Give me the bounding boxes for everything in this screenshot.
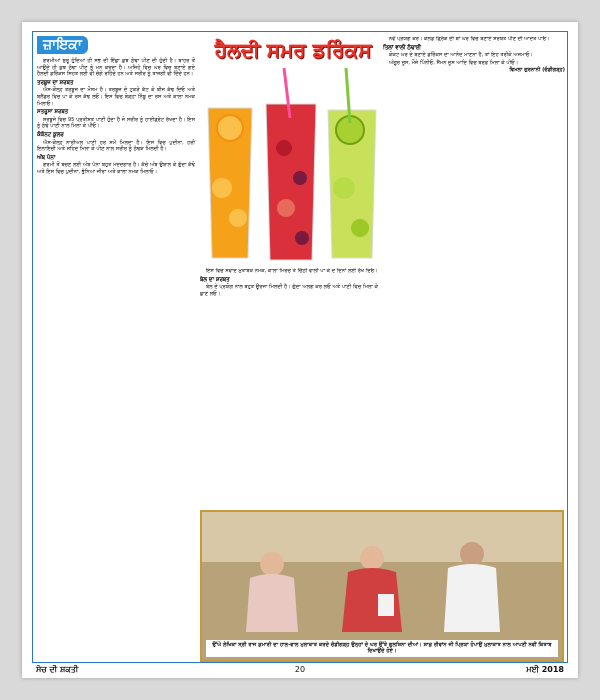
page-footer bbox=[34, 664, 566, 676]
subheading: ਕੋਕੋਨਟ ਕੂਲਰ bbox=[37, 131, 64, 138]
paragraph: ਐਸ-ਕੌਲ੍ਹ ਤਰਬੂਜ਼ ਦਾ ਮੌਸਮ ਹੈ। ਤਰਬੂਜ਼ ਦੇ ਟੁਕੜੇ ਕੱਟ ਕੇ ਬੀਜ ਕੱਢ ਦਿਓ ਅਤੇ ਬਲੈਂਡਰ ਵਿਚ ਪਾ ਕੇ ਰਸ ਕੱਢ ਲਓ। ਇਸ ਵਿਚ ਥੋੜ੍ਹਾ ਨਿੰਬੂ ਦਾ ਰਸ ਅਤੇ ਕਾਲਾ ਨਮਕ ਮਿਲਾਓ। bbox=[37, 87, 195, 107]
article-title: ਹੈਲਦੀ ਸਮਰ ਡਰਿੰਕਸ bbox=[214, 38, 372, 62]
issue-month: ਮਈ 2018 bbox=[526, 665, 564, 674]
drinks-photo bbox=[200, 68, 380, 264]
orange-juice-glass bbox=[208, 108, 252, 258]
paragraph: ਐਸ-ਕੌਲ੍ਹ ਨਾਰੀਅਲ ਪਾਣੀ ਹਰ ਸਮੇਂ ਮਿਲਦਾ ਹੈ। ਇਸ ਵਿਚ ਪੁਦੀਨਾ, ਹਰੀ ਇਲਾਇਚੀ ਅਤੇ ਸ਼ਹਿਦ ਮਿਲਾ ਕੇ ਪੀਣ ਨਾਲ ਸਰੀਰ ਨੂੰ ਠੰਢਕ ਮਿਲਦੀ ਹੈ। bbox=[37, 139, 195, 153]
paragraph: ਇਸ ਵਿਚ ਸਵਾਦ ਮੁਤਾਬਕ ਨਮਕ, ਕਾਲਾ ਮਿਰਚ ਤੇ ਚਿੱਠੀ ਵਾਲੀ ਪਾ ਕੇ ਦੋ ਦਿਨਾਂ ਲਈ ਰੱਖ ਦਿਓ। bbox=[206, 268, 378, 274]
photo-caption: ਉੱਘੇ ਲੇਖਿਕਾ ਸ੍ਰੀ ਰਾਜ ਕੁਮਾਰੀ ਦਾ ਹਾਲ-ਵਾਲ ਮੁਲਾਕਾਤ ਕਰਦੇ ਚੰਡੀਗੜ੍ਹ ਉਨ੍ਹਾਂ ਦੇ ਘਰ ਉੱਤੇ ਗੁਲਸ਼ਿਨਾ ਦੀਆਂ। ਸ਼ਾਕੁ ਰੀਵਾਂਨ ਜੀ ਪ੍ਰਿਯਾ ਹੋਪਾਉਂ ਮੁਲਾਕਾਤ ਨਾਲ ਆਪਣੀ ਨਵੀਂ ਕਿਤਾਬ ਦਿਖਾਉਂਦੇ ਹੋਏ। bbox=[206, 640, 558, 657]
subheading: ਸਤਰੂਸਾ ਸ਼ਰਬਤ bbox=[37, 109, 69, 116]
subheading: ਤਿਲਾਂ ਵਾਲੀ ਠੰਢਾਈ bbox=[383, 44, 421, 51]
magazine-name: ਸੋਚ ਦੀ ਸ਼ਕਤੀ bbox=[36, 665, 79, 674]
subheading: ਤਰਬੂਜ਼ ਦਾ ਸ਼ਰਬਤ bbox=[37, 79, 74, 86]
paragraph: ਬੇਲ ਦੇ ਪ੍ਰਯੋਗ ਨਾਲ ਬਹੁਤ ਊਰਜਾ ਮਿਲਦੀ ਹੈ। ਗੁੱਦਾ ਅਲਗ ਕਰ ਲਓ ਅਤੇ ਪਾਣੀ ਵਿਚ ਮਿਲਾ ਕੇ ਛਾਣ ਲਓ। bbox=[200, 284, 378, 297]
paragraph: ਨਵੇਂ ਪ੍ਰਯੋਗ ਕਰੋ। ਕੋਲਡ ਡ੍ਰਿੰਕ ਦੀ ਥਾਂ ਘਰ ਵਿਚ ਬਣਾਏ ਸ਼ਰਬਤ ਪੀਣ ਦੀ ਆਦਤ ਪਾਓ। bbox=[389, 36, 550, 42]
paragraph: ਕੋਕਟ ਘਰ ਦੇ ਬਣਾਏ ਡਰਿੰਕਸ ਦਾ ਆਨੰਦ ਮਾਣਨਾ ਹੈ, ਤਾਂ ਇਹ ਤਰੀਕੇ ਅਜ਼ਮਾਓ। bbox=[389, 52, 533, 59]
group-photo bbox=[200, 510, 564, 662]
paragraph: ਸ਼ਰਬੂਜੇ ਵਿਚ 95 ਪ੍ਰਤੀਸ਼ਤ ਪਾਣੀ ਹੁੰਦਾ ਹੈ ਜੋ ਸਰੀਰ ਨੂੰ ਹਾਈਡ੍ਰੇਟ ਰੱਖਦਾ ਹੈ। ਇਸ ਨੂੰ ਠੰਢੇ ਪਾਣੀ ਨਾਲ ਮਿਲਾ ਕੇ ਪੀਓ। bbox=[37, 116, 195, 130]
page-number: 20 bbox=[294, 665, 306, 674]
subheading: ਅੰਬ ਪੰਨਾ bbox=[37, 154, 56, 161]
paragraph: ਗਰਮੀ ਤੋਂ ਬਚਣ ਲਈ ਅੰਬ ਪੰਨਾ ਬਹੁਤ ਮਦਦਗਾਰ ਹੈ। ਕੱਚੇ ਅੰਬ ਉਬਾਲ ਕੇ ਗੁੱਦਾ ਕੱਢੋ ਅਤੇ ਇਸ ਵਿਚ ਪੁਦੀਨਾ, ਭੁੰਨਿਆ ਜੀਰਾ ਅਤੇ ਕਾਲਾ ਨਮਕ ਮਿਲਾਓ। bbox=[37, 162, 195, 175]
column-middle bbox=[200, 268, 378, 508]
group-photo-illustration bbox=[202, 512, 562, 660]
author-signature: ਵਿਮਲਾ ਗੁਰਨਾਨੀ (ਚੰਡੀਗੜ੍ਹ) bbox=[509, 67, 565, 74]
page-frame bbox=[32, 31, 568, 663]
paragraph: ਗਰਮੀਆਂ ਸ਼ੁਰੂ ਹੁੰਦਿਆਂ ਹੀ ਸਭ ਦੀ ਇੱਛਾ ਕੁਝ ਠੰਢਾ ਪੀਣ ਦੀ ਹੁੰਦੀ ਹੈ। ਬਾਹਰ ਤੋਂ ਆਉਂਦੇ ਹੀ ਕੁਝ ਠੰਢਾ ਪੀਣ ਨੂੰ ਮਨ ਕਰਦਾ ਹੈ। ਅਜਿਹੇ ਵਿਚ ਘਰ ਵਿਚ ਬਣਾਏ ਗਏ ਹੈਲਦੀ ਡਰਿੰਕਸ ਸਿਹਤ ਲਈ ਵੀ ਚੰਗੇ ਰਹਿੰਦੇ ਹਨ ਅਤੇ ਸਰੀਰ ਨੂੰ ਤਾਜ਼ਗੀ ਵੀ ਦਿੰਦੇ ਹਨ। bbox=[37, 58, 195, 78]
paragraph: ਅੰਗੂਰ ਜੂਸ, ਮੌਜ਼ੇ ਪਿੰਨੀਓ, ਸੈਂਮਨ ਜੂਸ ਆਦਿ ਵਿਚ ਬਰਫ਼ ਮਿਲਾ ਕੇ ਪੀਓ। bbox=[389, 59, 519, 66]
book-cover bbox=[378, 594, 394, 616]
column-left bbox=[37, 36, 195, 656]
section-kicker: ਜ਼ਾਇਕਾ bbox=[37, 36, 88, 54]
column-right bbox=[383, 36, 565, 512]
subheading: ਬੇਲ ਦਾ ਸ਼ਰਬਤ bbox=[200, 276, 230, 283]
magazine-page bbox=[22, 22, 578, 678]
